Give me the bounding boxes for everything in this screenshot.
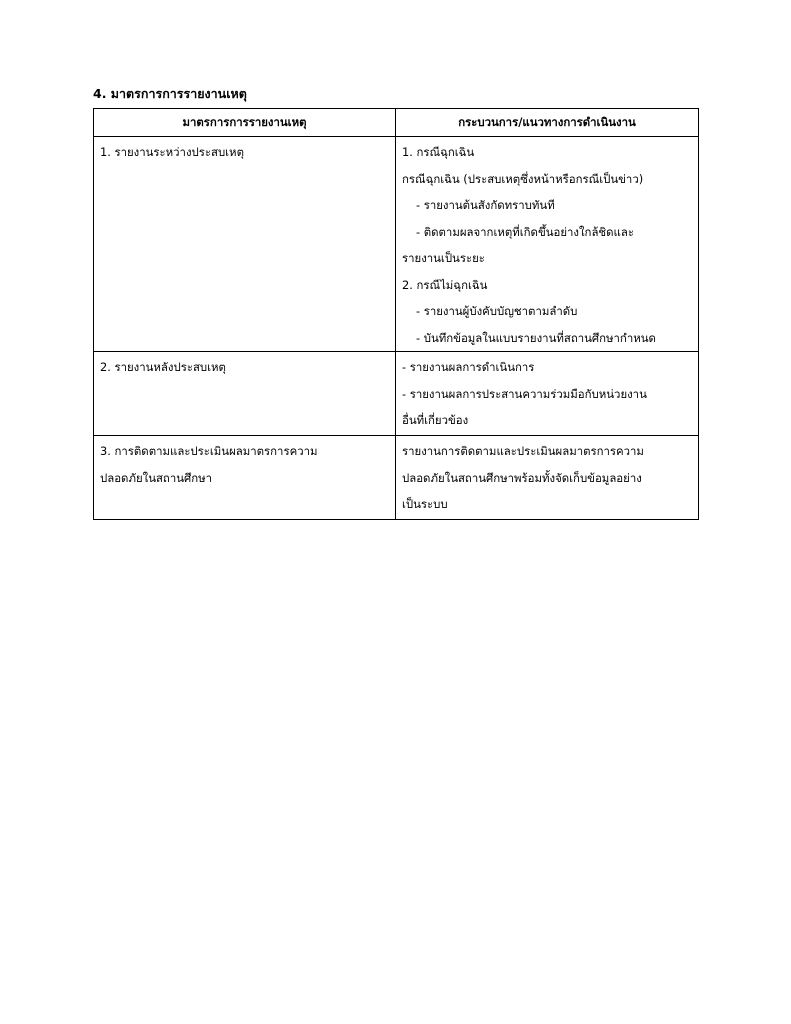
process-cell [396,436,699,520]
measure-line: 3. การติดตามและประเมินผลมาตรการความ [100,444,318,458]
measure-cell [94,352,396,436]
process-line: - รายงานต้นสังกัดทราบทันที [416,198,555,212]
section-heading: 4. มาตรการการรายงานเหตุ [93,86,247,101]
column-header-process: กระบวนการ/แนวทางการดำเนินงาน [396,109,699,137]
process-line: - รายงานผลการดำเนินการ [402,360,535,374]
process-line: รายงานเป็นระยะ [402,251,485,265]
process-line: - รายงานผู้บังคับบัญชาตามลำดับ [416,304,578,318]
measures-table [93,108,699,520]
measure-line: ปลอดภัยในสถานศึกษา [100,470,213,485]
process-line: เป็นระบบ [402,497,448,511]
process-cell [396,352,699,436]
table-row [94,436,699,520]
process-line: 1. กรณีฉุกเฉิน [402,145,475,159]
process-line: กรณีฉุกเฉิน (ประสบเหตุซึ่งหน้าหรือกรณีเป็นข่าว) [402,171,644,186]
process-line: รายงานการติดตามและประเมินผลมาตรการความ [402,444,644,458]
table-header-row [94,109,699,137]
process-cell [396,137,699,352]
table-row [94,352,699,436]
process-line: - รายงานผลการประสานความร่วมมือกับหน่วยงาน [402,386,647,401]
column-header-measure: มาตรการการรายงานเหตุ [94,109,396,137]
process-line: - ติดตามผลจากเหตุที่เกิดขึ้นอย่างใกล้ชิดและ [416,224,634,239]
measure-line: 1. รายงานระหว่างประสบเหตุ [100,145,244,159]
measure-line: 2. รายงานหลังประสบเหตุ [100,360,226,374]
measure-cell [94,137,396,352]
table-row [94,137,699,352]
process-line: 2. กรณีไม่ฉุกเฉิน [402,277,488,292]
process-line: ปลอดภัยในสถานศึกษาพร้อมทั้งจัดเก็บข้อมูลอย่าง [402,470,642,485]
process-line: อื่นที่เกี่ยวข้อง [402,413,469,427]
measure-cell [94,436,396,520]
process-line: - บันทึกข้อมูลในแบบรายงานที่สถานศึกษากำหนด [416,330,656,345]
